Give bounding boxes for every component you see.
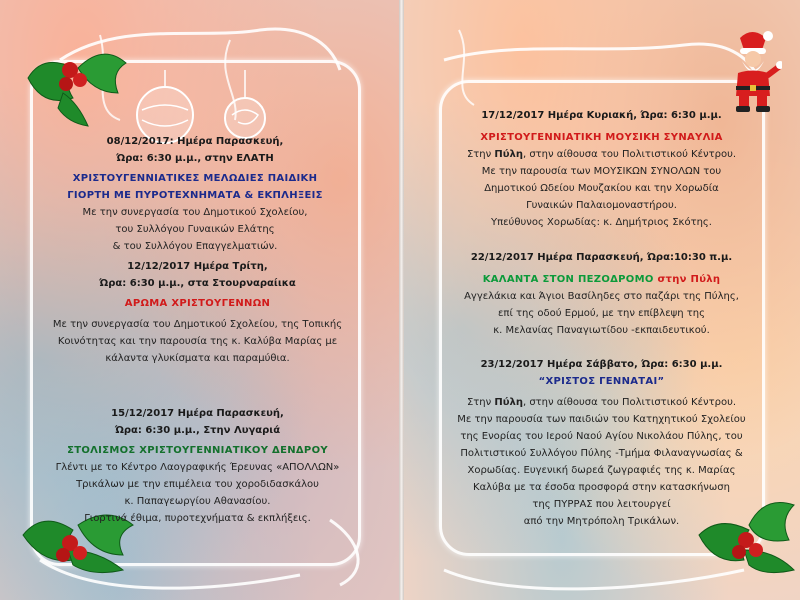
event-title-line2: ΓΙΟΡΤΗ ΜΕ ΠΥΡΟΤΕΧΝΗΜΑΤΑ & ΕΚΠΛΗΞΕΙΣ bbox=[67, 190, 323, 201]
event-desc: Γυναικών Παλαιομοναστήρου. bbox=[526, 200, 677, 211]
event-time-line: Ώρα: 6:30 μ.μ., στα Στουρναραίικα bbox=[99, 278, 296, 289]
event-22-12 bbox=[419, 249, 784, 339]
event-08-12 bbox=[30, 133, 360, 255]
event-17-12 bbox=[419, 107, 784, 231]
event-desc: κάλαντα γλυκίσματα και παραμύθια. bbox=[105, 353, 290, 364]
event-desc: του Συλλόγου Γυναικών Ελάτης bbox=[115, 224, 275, 235]
event-title: “ΧΡΙΣΤΟΣ ΓΕΝΝΑΤΑΙ” bbox=[538, 376, 665, 387]
event-desc: Καλύβα με τα έσοδα προσφορά στην κατασκήνωση bbox=[473, 482, 730, 493]
event-desc: Στην Πύλη, στην αίθουσα του Πολιτιστικού Κέντρου. bbox=[466, 397, 737, 408]
event-12-12 bbox=[30, 258, 365, 367]
event-desc: κ. Μελανίας Παναγιωτίδου -εκπαιδευτικού. bbox=[493, 325, 710, 336]
event-date-line: 08/12/2017: Ημέρα Παρασκευή, bbox=[106, 136, 284, 147]
event-desc: κ. Παπαγεωργίου Αθανασίου. bbox=[124, 496, 271, 507]
event-desc: Τρικάλων με την επιμέλεια του χοροδιδασκάλου bbox=[76, 479, 319, 490]
event-date-line: 17/12/2017 Ημέρα Κυριακή, Ώρα: 6:30 μ.μ. bbox=[481, 110, 722, 121]
event-15-12 bbox=[30, 405, 365, 527]
event-desc: Με την συνεργασία του Δημοτικού Σχολείου, της Τοπικής bbox=[52, 319, 343, 330]
left-page bbox=[0, 0, 399, 600]
event-desc: & του Συλλόγου Επαγγελματιών. bbox=[112, 241, 278, 252]
event-date-line: 23/12/2017 Ημέρα Σάββατο, Ώρα: 6:30 μ.μ. bbox=[480, 359, 723, 370]
event-desc: Με την παρουσία των ΜΟΥΣΙΚΩΝ ΣΥΝΟΛΩΝ του bbox=[481, 166, 722, 177]
event-time-line: Ώρα: 6:30 μ.μ., Στην Λυγαριά bbox=[114, 425, 281, 436]
event-title-line1: ΧΡΙΣΤΟΥΓΕΝΝΙΑΤΙΚΕΣ ΜΕΛΩΔΙΕΣ ΠΑΙΔΙΚΗ bbox=[72, 173, 318, 184]
event-desc: Στην Πύλη, στην αίθουσα του Πολιτιστικού Κέντρου. bbox=[466, 149, 737, 160]
event-desc: Γλέντι με το Κέντρο Λαογραφικής Έρευνας «ΑΠΟΛΛΩΝ» bbox=[55, 462, 340, 473]
event-title: ΣΤΟΛΙΣΜΟΣ ΧΡΙΣΤΟΥΓΕΝΝΙΑΤΙΚΟΥ ΔΕΝΔΡΟΥ bbox=[67, 445, 328, 456]
event-desc: Με την συνεργασία του Δημοτικού Σχολείου, bbox=[82, 207, 308, 218]
event-desc: Χορωδίας. Ευγενική δωρεά ζωγραφιές της κ. Μαρίας bbox=[467, 465, 736, 476]
event-desc: Αγγελάκια και Άγιοι Βασίληδες στο παζάρι της Πύλης, bbox=[464, 291, 739, 302]
event-desc: της ΠΥΡΡΑΣ που λειτουργεί bbox=[532, 499, 671, 510]
event-date-line: 22/12/2017 Ημέρα Παρασκευή, Ώρα:10:30 π.μ. bbox=[470, 252, 733, 263]
event-desc: Κοινότητας και την παρουσία της κ. Καλύβα Μαρίας με bbox=[57, 336, 338, 347]
event-desc: Με την παρουσία των παιδιών του Κατηχητικού Σχολείου bbox=[457, 414, 746, 425]
event-title: ΑΡΩΜΑ ΧΡΙΣΤΟΥΓΕΝΝΩΝ bbox=[124, 298, 271, 309]
santa-claus-icon bbox=[722, 28, 782, 113]
event-desc: Υπεύθυνος Χορωδίας: κ. Δημήτριος Σκότης. bbox=[491, 217, 712, 228]
event-date-line: 15/12/2017 Ημέρα Παρασκευή, bbox=[111, 408, 284, 419]
event-desc: Γιορτινά έθιμα, πυροτεχνήματα & εκπλήξεις. bbox=[84, 513, 311, 524]
event-desc: Πολιτιστικού Συλλόγου Πύλης -Τμήμα Φιλαναγνωσίας & bbox=[460, 448, 743, 459]
event-desc: επί της οδού Ερμού, με την επίβλεψη της bbox=[498, 308, 705, 319]
holly-icon bbox=[18, 38, 128, 128]
event-title: ΚΑΛΑΝΤΑ ΣΤΟΝ ΠΕΖΟΔΡΟΜΟ στην Πύλη bbox=[482, 274, 721, 285]
event-title: ΧΡΙΣΤΟΥΓΕΝΝΙΑΤΙΚΗ ΜΟΥΣΙΚΗ ΣΥΝΑΥΛΙΑ bbox=[480, 132, 723, 143]
event-time-line: Ώρα: 6:30 μ.μ., στην ΕΛΑΤΗ bbox=[116, 153, 274, 164]
event-desc: της Ενορίας του Ιερού Ναού Αγίου Νικολάου Πύλης, του bbox=[460, 431, 743, 442]
right-page bbox=[404, 0, 800, 600]
event-23-12 bbox=[419, 356, 784, 530]
event-desc: Δημοτικού Ωδείου Μουζακίου και την Χορωδία bbox=[484, 183, 719, 194]
event-desc: από την Μητρόπολη Τρικάλων. bbox=[523, 516, 680, 527]
event-date-line: 12/12/2017 Ημέρα Τρίτη, bbox=[127, 261, 268, 272]
